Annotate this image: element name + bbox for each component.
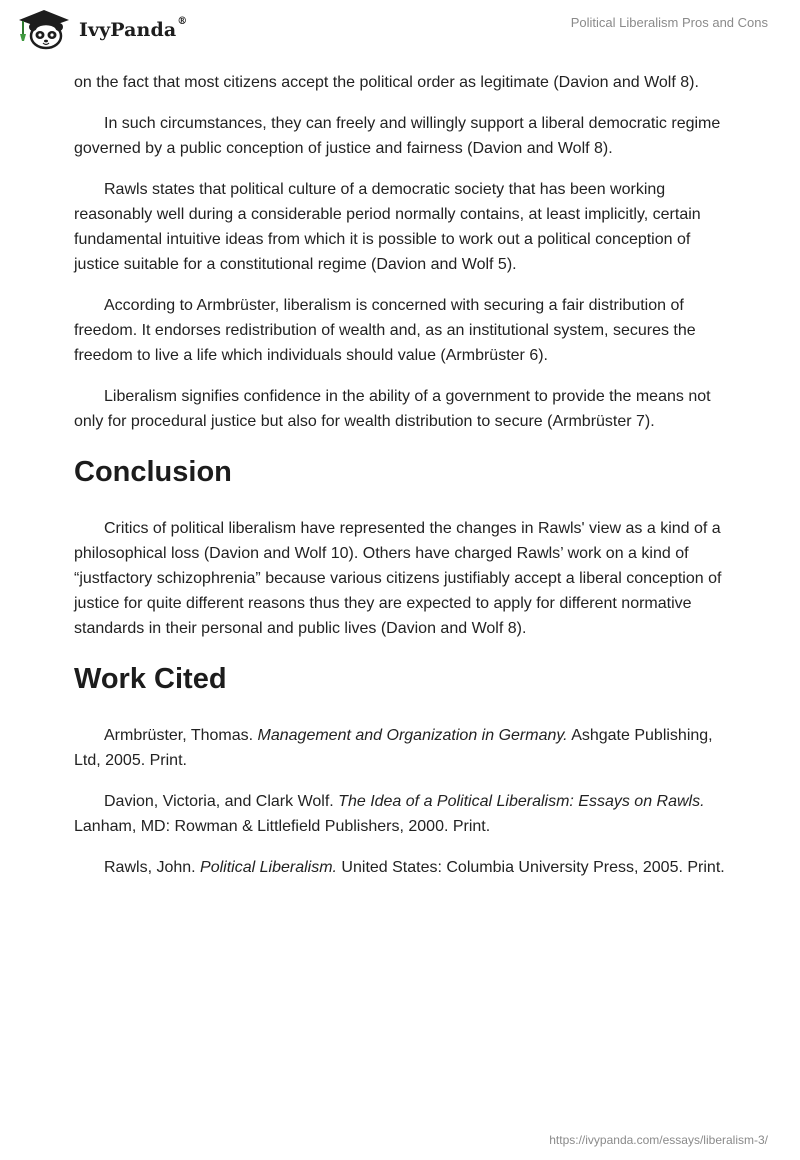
body-paragraph: Rawls states that political culture of a democratic society that has been working reasonably well during a considerable period normally contains, at least implicitly, certain fundamental intuitive ideas from which it is possible to work out a political conception of justice suitable for a constitutional regime (Davion and Wolf 5). (74, 181, 701, 273)
citation-publisher: Lanham, MD: Rowman & Littlefield Publishers, 2000. Print. (74, 818, 491, 835)
body-paragraph: According to Armbrüster, liberalism is concerned with securing a fair distribution of freedom. It endorses redistribution of wealth and, as an institutional system, secures the freedom to live a life which individuals should value (Armbrüster 6). (74, 297, 696, 364)
source-url[interactable]: https://ivypanda.com/essays/liberalism-3/ (549, 1133, 768, 1147)
citation-publisher: Ashgate Publishing, Ltd, 2005. Print. (74, 727, 713, 769)
citation-author: Davion, Victoria, and Clark Wolf. (104, 793, 339, 810)
citation-entry (74, 855, 734, 880)
citation-title: The Idea of a Political Liberalism: Essays on Rawls. (338, 793, 705, 810)
citation-author: Rawls, John. (104, 859, 201, 876)
conclusion-heading: Conclusion (74, 456, 232, 488)
body-paragraph: Liberalism signifies confidence in the ability of a government to provide the means not only for procedural justice but also for wealth distribution to secure (Armbrüster 7). (74, 388, 711, 430)
brand-name: IvyPanda® (79, 16, 188, 41)
body-paragraph: on the fact that most citizens accept the political order as legitimate (Davion and Wolf 8). (74, 74, 699, 91)
works-cited-heading: Work Cited (74, 663, 227, 695)
citation-author: Armbrüster, Thomas. (104, 727, 258, 744)
body-paragraph: In such circumstances, they can freely and willingly support a liberal democratic regime governed by a public conception of justice and fairness (Davion and Wolf 8). (74, 115, 721, 157)
essay-content (74, 70, 734, 896)
citation-title: Management and Organization in Germany. (257, 727, 568, 744)
conclusion-paragraph: Critics of political liberalism have represented the changes in Rawls' view as a kind of a philosophical loss (Davion and Wolf 10). Others have charged Rawls’ work on a kind of “justfactory schizophrenia” because various citizens justifiably accept a liberal conception of justice for quite different reasons thus they are expected to apply for different normative standards in their personal and public lives (Davion and Wolf 8). (74, 520, 722, 637)
panda-graduate-icon (15, 8, 73, 50)
citation-publisher: United States: Columbia University Press, 2005. Print. (336, 859, 725, 876)
citation-entry (74, 789, 734, 839)
page-header (0, 0, 800, 64)
document-title: Political Liberalism Pros and Cons (570, 15, 768, 30)
citation-entry (74, 723, 734, 773)
citation-title: Political Liberalism. (200, 859, 337, 876)
ivypanda-logo[interactable] (15, 8, 187, 50)
